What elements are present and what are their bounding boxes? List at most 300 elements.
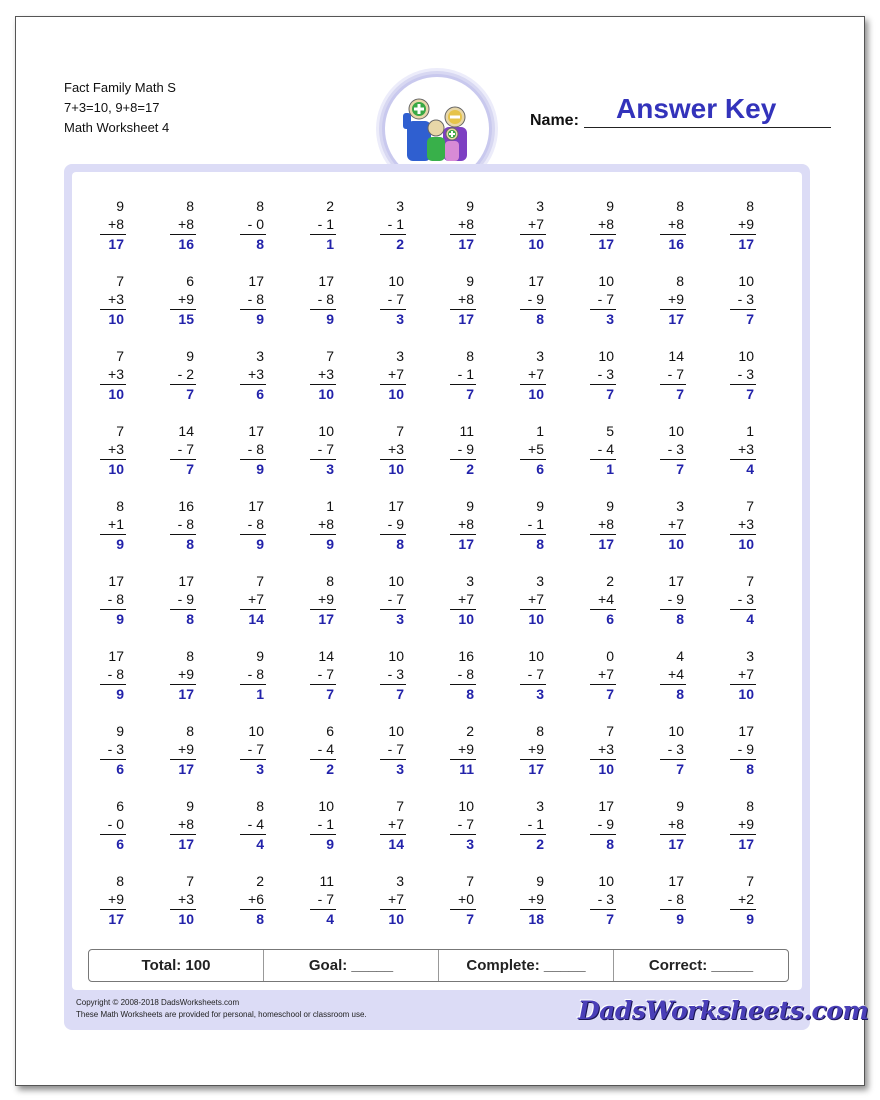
problem-answer: 3 [396,761,404,777]
problem-top-number: 3 [536,348,544,364]
problem-top-number: 17 [108,648,124,664]
problem [450,197,476,253]
problem-operator-number: +4 [668,666,684,682]
problem-operator-number: - 3 [107,741,124,757]
problem-top-number: 10 [388,273,404,289]
problem-answer: 8 [606,836,614,852]
problem [240,347,266,403]
problem-top-number: 17 [318,273,334,289]
problem-operator-number: +9 [738,216,754,232]
problem-answer: 3 [256,761,264,777]
problem [380,722,406,778]
problem-answer: 17 [178,761,194,777]
problem-top-number: 8 [116,498,124,514]
problem-operator-number: - 7 [597,291,614,307]
problem-answer: 14 [248,611,264,627]
problem-answer: 16 [178,236,194,252]
problem [660,572,686,628]
title-line-3: Math Worksheet 4 [64,120,170,135]
problem-top-number: 8 [256,198,264,214]
problem-answer: 6 [116,836,124,852]
problem-top-number: 17 [248,498,264,514]
problem [170,197,196,253]
problem-operator-number: +8 [668,816,684,832]
problem [730,347,756,403]
problem-operator-number: - 0 [247,216,264,232]
complete-field: Complete: _____ [439,950,614,981]
problem-operator-number: - 7 [317,891,334,907]
problem [660,272,686,328]
problem-answer: 7 [326,686,334,702]
problem-top-number: 10 [388,723,404,739]
problem-top-number: 7 [396,423,404,439]
problem-top-number: 3 [256,348,264,364]
problem-answer: 17 [598,236,614,252]
problem-answer: 7 [606,386,614,402]
problem-operator-number: +8 [458,291,474,307]
problem-answer: 9 [256,461,264,477]
problem-top-number: 16 [458,648,474,664]
name-underline [584,127,831,128]
problem-operator-number: +8 [318,516,334,532]
problem [520,497,546,553]
problem-operator-number: - 7 [527,666,544,682]
problem-top-number: 9 [606,198,614,214]
problem [310,872,336,928]
problem [380,272,406,328]
problem [100,497,126,553]
problem-operator-number: +8 [178,216,194,232]
problem-top-number: 10 [318,798,334,814]
problem-answer: 17 [178,686,194,702]
problem-top-number: 9 [606,498,614,514]
problem-operator-number: +8 [668,216,684,232]
problem-answer: 17 [458,311,474,327]
copyright-notice [76,997,367,1021]
problem [240,647,266,703]
problem [380,347,406,403]
problem [100,272,126,328]
problem-operator-number: +9 [178,741,194,757]
problem-top-number: 7 [466,873,474,889]
problem-top-number: 3 [536,198,544,214]
problem-top-number: 3 [396,198,404,214]
problem-operator-number: - 8 [247,441,264,457]
problem-top-number: 8 [256,798,264,814]
problem-operator-number: - 9 [597,816,614,832]
problem-answer: 17 [108,236,124,252]
problem-operator-number: - 9 [737,741,754,757]
problem-operator-number: - 8 [247,666,264,682]
problem-operator-number: +7 [248,591,264,607]
title-line-1: Fact Family Math S [64,80,176,95]
problem-answer: 2 [466,461,474,477]
problem-operator-number: +1 [108,516,124,532]
problem-top-number: 8 [326,573,334,589]
problem-answer: 4 [256,836,264,852]
problem-answer: 10 [738,536,754,552]
problem-top-number: 2 [256,873,264,889]
problem-top-number: 17 [248,423,264,439]
problem-operator-number: +3 [598,741,614,757]
problem-answer: 4 [746,461,754,477]
problem-answer: 8 [466,686,474,702]
problem-answer: 10 [388,911,404,927]
problem [450,797,476,853]
problem-answer: 9 [676,911,684,927]
problem-operator-number: +9 [668,291,684,307]
problem [450,422,476,478]
problem [170,572,196,628]
problem-operator-number: - 7 [177,441,194,457]
problem-answer: 10 [388,386,404,402]
problem [590,272,616,328]
problem [450,572,476,628]
problem [170,872,196,928]
problem-top-number: 10 [388,648,404,664]
problem-answer: 2 [326,761,334,777]
problem-operator-number: +9 [528,741,544,757]
problem-top-number: 8 [536,723,544,739]
problem-top-number: 17 [668,873,684,889]
problem [660,347,686,403]
problem [310,197,336,253]
problem-operator-number: - 1 [527,516,544,532]
problem [100,797,126,853]
problem-answer: 10 [458,611,474,627]
problem-operator-number: - 8 [667,891,684,907]
problem-top-number: 7 [746,873,754,889]
problem-answer: 7 [466,386,474,402]
problem-top-number: 9 [186,798,194,814]
problem [520,572,546,628]
problem-top-number: 6 [186,273,194,289]
problem-top-number: 6 [116,798,124,814]
problem [730,872,756,928]
problem-top-number: 6 [326,723,334,739]
problem-operator-number: - 8 [107,666,124,682]
problem [170,422,196,478]
problem-operator-number: +3 [108,291,124,307]
problem-answer: 10 [528,611,544,627]
problem-top-number: 1 [536,423,544,439]
problem-answer: 7 [676,386,684,402]
problem [590,647,616,703]
problem-top-number: 8 [116,873,124,889]
problem-operator-number: +9 [108,891,124,907]
problem-operator-number: +7 [388,891,404,907]
problem-top-number: 3 [466,573,474,589]
problem-answer: 17 [458,236,474,252]
problem [100,422,126,478]
problem-top-number: 7 [116,348,124,364]
problem [240,872,266,928]
problem-top-number: 4 [676,648,684,664]
problem-operator-number: - 9 [387,516,404,532]
problem [730,572,756,628]
problem-answer: 8 [186,536,194,552]
problem-operator-number: +9 [178,291,194,307]
problem-top-number: 8 [746,798,754,814]
problem [590,197,616,253]
problem-answer: 9 [116,686,124,702]
problem [380,497,406,553]
problem-answer: 3 [396,611,404,627]
problem-top-number: 8 [746,198,754,214]
problem-operator-number: +7 [738,666,754,682]
problem-top-number: 7 [326,348,334,364]
problem-operator-number: - 1 [317,216,334,232]
problem-top-number: 2 [606,573,614,589]
problem [310,347,336,403]
problem-top-number: 9 [186,348,194,364]
problem-answer: 17 [668,836,684,852]
problem [590,797,616,853]
problem-answer: 6 [536,461,544,477]
problem [730,497,756,553]
problem-operator-number: - 3 [737,291,754,307]
problem [310,572,336,628]
problem-answer: 7 [606,911,614,927]
problem [380,422,406,478]
problem-answer: 8 [256,236,264,252]
problem-answer: 9 [746,911,754,927]
problem-top-number: 8 [676,273,684,289]
problem-operator-number: - 3 [597,891,614,907]
problem-top-number: 7 [396,798,404,814]
problem [730,722,756,778]
problem-answer: 3 [466,836,474,852]
problem-answer: 1 [326,236,334,252]
problem [520,797,546,853]
problem-operator-number: - 7 [457,816,474,832]
problem-answer: 10 [318,386,334,402]
problem-answer: 10 [528,386,544,402]
problem-answer: 10 [178,911,194,927]
problem-answer: 11 [459,761,474,777]
problem [520,722,546,778]
problem-top-number: 9 [466,273,474,289]
problem [660,647,686,703]
problem-top-number: 9 [536,498,544,514]
problem [240,272,266,328]
problem-top-number: 3 [396,348,404,364]
problem-answer: 10 [108,311,124,327]
problem-operator-number: - 7 [667,366,684,382]
problem [100,347,126,403]
problem-top-number: 11 [459,423,474,439]
problem-answer: 7 [186,386,194,402]
problem-answer: 17 [598,536,614,552]
problem-answer: 9 [326,836,334,852]
problem-top-number: 1 [746,423,754,439]
problem-answer: 9 [116,536,124,552]
problem [380,872,406,928]
problem [450,872,476,928]
problem-operator-number: - 3 [387,666,404,682]
problem-answer: 9 [326,536,334,552]
problem-operator-number: +9 [528,891,544,907]
problem [170,272,196,328]
problem [170,347,196,403]
problem-operator-number: - 4 [597,441,614,457]
problem-top-number: 17 [108,573,124,589]
problem [660,722,686,778]
problem-operator-number: +0 [458,891,474,907]
problem-operator-number: - 9 [177,591,194,607]
problem [240,722,266,778]
problem-operator-number: - 8 [247,291,264,307]
problem-operator-number: - 9 [527,291,544,307]
problem-operator-number: +9 [178,666,194,682]
problem [520,647,546,703]
problem-answer: 3 [396,311,404,327]
problem [660,497,686,553]
problem-operator-number: +3 [388,441,404,457]
problem-operator-number: - 3 [737,591,754,607]
problem [730,797,756,853]
problem-top-number: 8 [186,723,194,739]
problem-top-number: 9 [116,723,124,739]
problem-operator-number: - 1 [317,816,334,832]
problem-operator-number: - 8 [177,516,194,532]
problem-operator-number: - 4 [247,816,264,832]
correct-field: Correct: _____ [648,957,754,974]
problem-top-number: 17 [528,273,544,289]
problem [730,647,756,703]
problem-operator-number: +7 [598,666,614,682]
usage-line: These Math Worksheets are provided for personal, homeschool or classroom use. [76,1010,367,1019]
problem-top-number: 9 [466,198,474,214]
problem-operator-number: - 0 [107,816,124,832]
problem-answer: 17 [528,761,544,777]
problem-top-number: 10 [668,723,684,739]
problem-top-number: 14 [318,648,334,664]
problem [520,872,546,928]
problem-answer: 7 [396,686,404,702]
problem [380,197,406,253]
problem-operator-number: - 3 [667,441,684,457]
problem-answer: 8 [676,611,684,627]
problem-operator-number: +8 [458,216,474,232]
problem [240,422,266,478]
problem [730,272,756,328]
problem-top-number: 3 [676,498,684,514]
problem [520,422,546,478]
problem-answer: 2 [536,836,544,852]
problem-answer: 9 [326,311,334,327]
problem-top-number: 8 [466,348,474,364]
problem-operator-number: +9 [458,741,474,757]
problem [310,422,336,478]
problem-operator-number: - 3 [597,366,614,382]
problem [170,647,196,703]
problem-operator-number: +3 [738,441,754,457]
problem-answer: 4 [746,611,754,627]
problem-top-number: 2 [326,198,334,214]
problem-top-number: 8 [186,648,194,664]
problem [170,497,196,553]
problem-answer: 9 [116,611,124,627]
name-label: Name: [530,112,579,129]
problem-operator-number: +3 [248,366,264,382]
problem-top-number: 10 [668,423,684,439]
problem [660,422,686,478]
problem-answer: 10 [388,461,404,477]
problem-top-number: 1 [326,498,334,514]
problem-top-number: 7 [606,723,614,739]
problem-top-number: 3 [746,648,754,664]
problem [450,647,476,703]
problem [380,797,406,853]
problem-top-number: 3 [536,573,544,589]
problem-operator-number: +7 [528,366,544,382]
problem-operator-number: - 7 [317,666,334,682]
problem-operator-number: +2 [738,891,754,907]
problem-answer: 2 [396,236,404,252]
problem [170,722,196,778]
problem [590,722,616,778]
problem [310,647,336,703]
problem-operator-number: - 2 [177,366,194,382]
problem-operator-number: +3 [178,891,194,907]
problem-answer: 3 [326,461,334,477]
problem-top-number: 14 [178,423,194,439]
problem-answer: 4 [326,911,334,927]
problem [240,197,266,253]
problem [310,272,336,328]
problem [450,347,476,403]
problem [520,347,546,403]
problem-answer: 10 [598,761,614,777]
problem [240,497,266,553]
problem [450,497,476,553]
problem-top-number: 3 [396,873,404,889]
problem-operator-number: - 8 [317,291,334,307]
problem-top-number: 9 [536,873,544,889]
problem-answer: 17 [668,311,684,327]
worksheet-title [64,78,176,138]
problem [310,497,336,553]
problem [240,572,266,628]
problem-answer: 1 [256,686,264,702]
copyright-line: Copyright © 2008-2018 DadsWorksheets.com [76,998,240,1007]
problem-top-number: 10 [458,798,474,814]
problem [660,797,686,853]
problem-answer: 9 [256,536,264,552]
problem [100,197,126,253]
problem-answer: 17 [738,236,754,252]
problem-answer: 17 [738,836,754,852]
problem-top-number: 0 [606,648,614,664]
problem-top-number: 17 [388,498,404,514]
problem-operator-number: +7 [388,816,404,832]
problem-answer: 10 [528,236,544,252]
problem-answer: 8 [536,311,544,327]
problem-operator-number: +7 [388,366,404,382]
problem-top-number: 7 [116,273,124,289]
problem-answer: 6 [256,386,264,402]
problem-answer: 17 [108,911,124,927]
problem-operator-number: +9 [738,816,754,832]
answer-key-label: Answer Key [616,93,777,124]
problem-top-number: 17 [738,723,754,739]
problem [240,797,266,853]
problem-top-number: 8 [676,198,684,214]
problem-top-number: 10 [318,423,334,439]
problem [100,647,126,703]
problem-top-number: 10 [598,273,614,289]
